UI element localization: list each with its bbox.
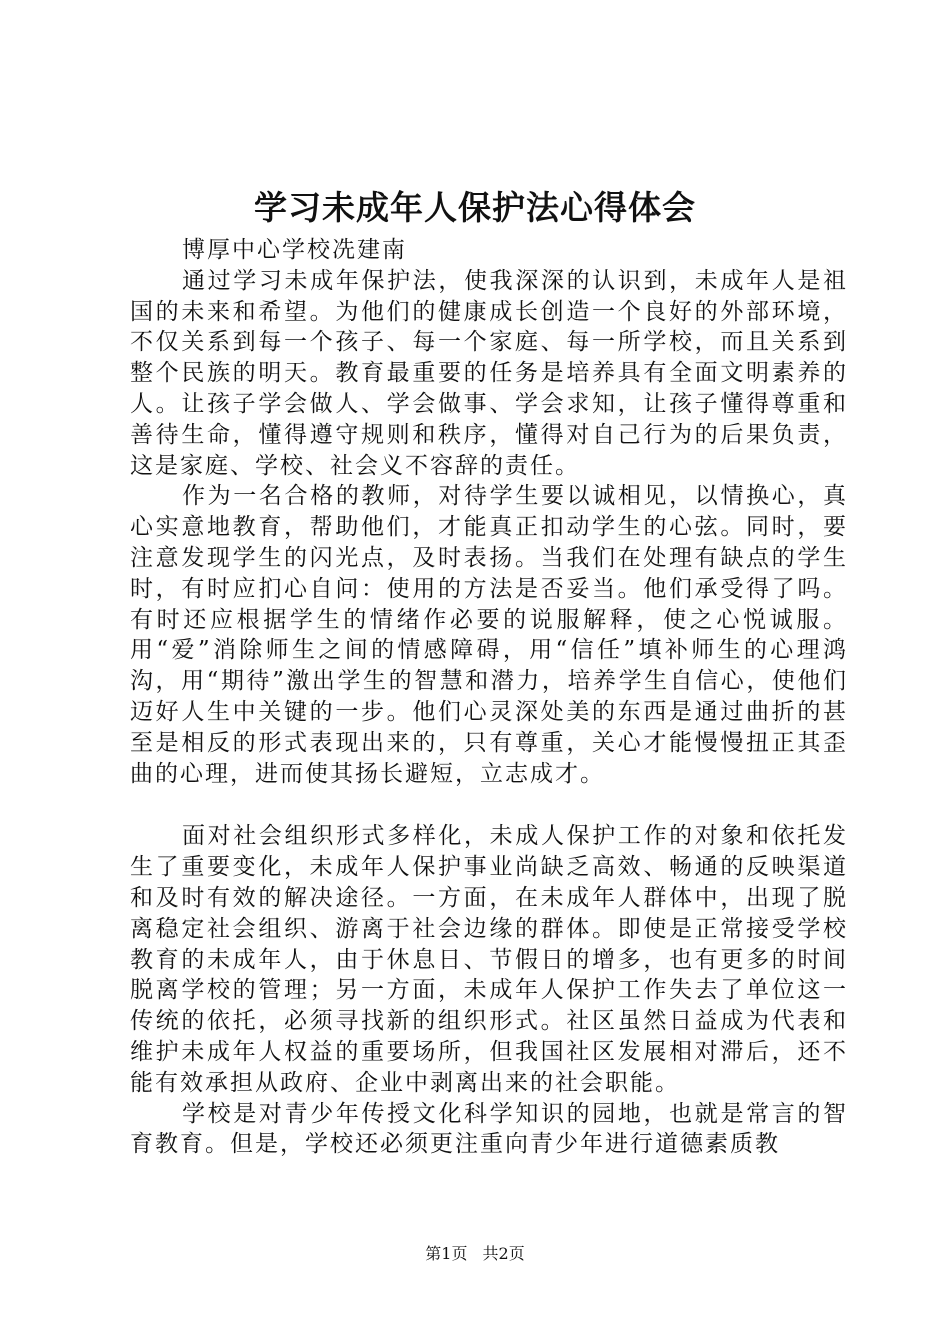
page-footer bbox=[0, 1242, 950, 1266]
document-title: 学习未成年人保护法心得体会 bbox=[254, 188, 696, 227]
paragraph: 作为一名合格的教师，对待学生要以诚相见，以情换心，真心实意地教育，帮助他们，才能真正扣动学生的心弦。同时，要注意发现学生的闪光点，及时表扬。当我们在处理有缺点的学生时，有时应扪心自问：使用的方法是否妥当。他们承受得了吗。有时还应根据学生的情绪作必要的说服解释，使之心悦诚服。用“爱”消除师生之间的情感障碍，用“信任”填补师生的心理鸿沟，用“期待”激出学生的智慧和潜力，培养学生自信心，使他们迈好人生中关键的一步。他们心灵深处美的东西是通过曲折的甚至是相反的形式表现出来的，只有尊重，关心才能慢慢扭正其歪曲的心理，进而使其扬长避短，立志成才。 bbox=[130, 483, 848, 787]
paragraph-spacer bbox=[130, 789, 848, 821]
paragraph: 通过学习未成年保护法，使我深深的认识到，未成年人是祖国的未来和希望。为他们的健康成长创造一个良好的外部环境，不仅关系到每一个孩子、每一个家庭、每一所学校，而且关系到整个民族的明天。教育最重要的任务是培养具有全面文明素养的人。让孩子学会做人、学会做事、学会求知，让孩子懂得尊重和善待生命，懂得遵守规则和秩序，懂得对自己行为的后果负责，这是家庭、学校、社会义不容辞的责任。 bbox=[130, 267, 848, 479]
paragraph: 面对社会组织形式多样化，未成人保护工作的对象和依托发生了重要变化，未成年人保护事业尚缺乏高效、畅通的反映渠道和及时有效的解决途径。一方面，在未成年人群体中，出现了脱离稳定社会组织、游离于社会边缘的群体。即使是正常接受学校教育的未成年人，由于休息日、节假日的增多，也有更多的时间脱离学校的管理；另一方面，未成年人保护工作失去了单位这一传统的依托，必须寻找新的组织形式。社区虽然日益成为代表和维护未成年人权益的重要场所，但我国社区发展相对滞后，还不能有效承担从政府、企业中剥离出来的社会职能。 bbox=[130, 823, 848, 1096]
page-total: 共2页 bbox=[482, 1244, 525, 1263]
document-body bbox=[130, 235, 848, 1160]
author-line: 博厚中心学校冼建南 bbox=[182, 237, 407, 263]
paragraph: 学校是对青少年传授文化科学知识的园地，也就是常言的智育教育。但是，学校还必须更注重向青少年进行道德素质教 bbox=[130, 1100, 848, 1158]
page-number: 第1页 bbox=[425, 1244, 468, 1263]
